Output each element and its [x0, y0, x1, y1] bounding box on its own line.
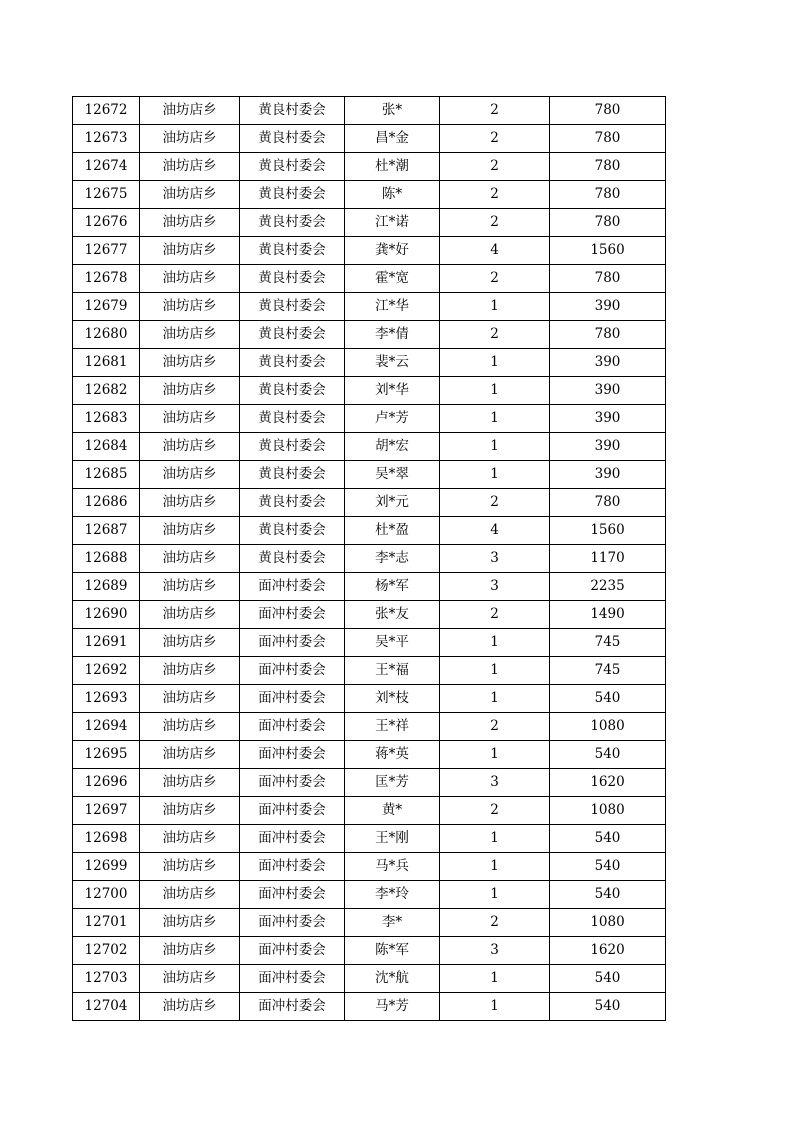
name-cell: 李*倩 [345, 321, 440, 349]
name-cell: 蒋*英 [345, 741, 440, 769]
table-row [73, 573, 666, 601]
amount-cell: 780 [550, 125, 666, 153]
count-cell: 1 [440, 377, 550, 405]
village-cell: 黄良村委会 [240, 349, 345, 377]
amount-cell: 1620 [550, 769, 666, 797]
name-cell: 杜*盈 [345, 517, 440, 545]
name-cell: 马*芳 [345, 993, 440, 1021]
name-cell: 刘*元 [345, 489, 440, 517]
village-cell: 面冲村委会 [240, 993, 345, 1021]
village-cell: 面冲村委会 [240, 853, 345, 881]
town-cell: 油坊店乡 [140, 685, 240, 713]
table-row [73, 461, 666, 489]
table-row [73, 601, 666, 629]
record-id-cell: 12693 [73, 685, 140, 713]
amount-cell: 1620 [550, 937, 666, 965]
count-cell: 1 [440, 433, 550, 461]
name-cell: 王*刚 [345, 825, 440, 853]
amount-cell: 390 [550, 377, 666, 405]
village-cell: 黄良村委会 [240, 153, 345, 181]
town-cell: 油坊店乡 [140, 573, 240, 601]
town-cell: 油坊店乡 [140, 853, 240, 881]
name-cell: 刘*枝 [345, 685, 440, 713]
table-row [73, 965, 666, 993]
town-cell: 油坊店乡 [140, 125, 240, 153]
count-cell: 2 [440, 601, 550, 629]
record-id-cell: 12685 [73, 461, 140, 489]
amount-cell: 540 [550, 741, 666, 769]
table-row [73, 181, 666, 209]
count-cell: 1 [440, 685, 550, 713]
town-cell: 油坊店乡 [140, 209, 240, 237]
village-cell: 面冲村委会 [240, 881, 345, 909]
table-row [73, 349, 666, 377]
village-cell: 黄良村委会 [240, 209, 345, 237]
town-cell: 油坊店乡 [140, 937, 240, 965]
count-cell: 2 [440, 265, 550, 293]
table-row [73, 237, 666, 265]
record-id-cell: 12702 [73, 937, 140, 965]
amount-cell: 540 [550, 965, 666, 993]
village-cell: 黄良村委会 [240, 433, 345, 461]
table-row [73, 545, 666, 573]
town-cell: 油坊店乡 [140, 993, 240, 1021]
name-cell: 吴*翠 [345, 461, 440, 489]
table-row [73, 993, 666, 1021]
count-cell: 1 [440, 657, 550, 685]
name-cell: 刘*华 [345, 377, 440, 405]
name-cell: 李* [345, 909, 440, 937]
amount-cell: 745 [550, 657, 666, 685]
record-id-cell: 12684 [73, 433, 140, 461]
count-cell: 1 [440, 881, 550, 909]
count-cell: 1 [440, 461, 550, 489]
amount-cell: 390 [550, 433, 666, 461]
count-cell: 1 [440, 629, 550, 657]
table-row [73, 741, 666, 769]
count-cell: 2 [440, 321, 550, 349]
count-cell: 2 [440, 489, 550, 517]
record-id-cell: 12703 [73, 965, 140, 993]
table-row [73, 489, 666, 517]
record-id-cell: 12687 [73, 517, 140, 545]
record-id-cell: 12700 [73, 881, 140, 909]
town-cell: 油坊店乡 [140, 741, 240, 769]
record-id-cell: 12688 [73, 545, 140, 573]
record-id-cell: 12695 [73, 741, 140, 769]
town-cell: 油坊店乡 [140, 321, 240, 349]
record-id-cell: 12699 [73, 853, 140, 881]
record-id-cell: 12697 [73, 797, 140, 825]
record-id-cell: 12704 [73, 993, 140, 1021]
count-cell: 2 [440, 909, 550, 937]
record-id-cell: 12698 [73, 825, 140, 853]
table-row [73, 937, 666, 965]
count-cell: 3 [440, 769, 550, 797]
count-cell: 2 [440, 181, 550, 209]
village-cell: 黄良村委会 [240, 405, 345, 433]
town-cell: 油坊店乡 [140, 797, 240, 825]
name-cell: 卢*芳 [345, 405, 440, 433]
town-cell: 油坊店乡 [140, 489, 240, 517]
town-cell: 油坊店乡 [140, 881, 240, 909]
town-cell: 油坊店乡 [140, 601, 240, 629]
amount-cell: 2235 [550, 573, 666, 601]
village-cell: 黄良村委会 [240, 489, 345, 517]
count-cell: 1 [440, 349, 550, 377]
village-cell: 面冲村委会 [240, 909, 345, 937]
count-cell: 3 [440, 937, 550, 965]
table-row [73, 377, 666, 405]
count-cell: 2 [440, 153, 550, 181]
amount-cell: 390 [550, 349, 666, 377]
amount-cell: 1080 [550, 797, 666, 825]
record-id-cell: 12676 [73, 209, 140, 237]
amount-cell: 540 [550, 993, 666, 1021]
town-cell: 油坊店乡 [140, 629, 240, 657]
amount-cell: 1490 [550, 601, 666, 629]
count-cell: 2 [440, 125, 550, 153]
name-cell: 胡*宏 [345, 433, 440, 461]
village-cell: 面冲村委会 [240, 797, 345, 825]
count-cell: 3 [440, 545, 550, 573]
name-cell: 江*诺 [345, 209, 440, 237]
amount-cell: 780 [550, 489, 666, 517]
name-cell: 杨*军 [345, 573, 440, 601]
town-cell: 油坊店乡 [140, 97, 240, 125]
count-cell: 1 [440, 825, 550, 853]
count-cell: 2 [440, 97, 550, 125]
record-id-cell: 12674 [73, 153, 140, 181]
name-cell: 马*兵 [345, 853, 440, 881]
town-cell: 油坊店乡 [140, 909, 240, 937]
village-cell: 黄良村委会 [240, 545, 345, 573]
record-id-cell: 12692 [73, 657, 140, 685]
town-cell: 油坊店乡 [140, 237, 240, 265]
table-row [73, 97, 666, 125]
village-cell: 黄良村委会 [240, 461, 345, 489]
name-cell: 龚*好 [345, 237, 440, 265]
village-cell: 黄良村委会 [240, 293, 345, 321]
name-cell: 吴*平 [345, 629, 440, 657]
amount-cell: 780 [550, 153, 666, 181]
village-cell: 黄良村委会 [240, 265, 345, 293]
name-cell: 张* [345, 97, 440, 125]
name-cell: 沈*航 [345, 965, 440, 993]
amount-cell: 540 [550, 853, 666, 881]
name-cell: 江*华 [345, 293, 440, 321]
record-id-cell: 12675 [73, 181, 140, 209]
records-table-body [73, 97, 666, 1021]
count-cell: 1 [440, 741, 550, 769]
town-cell: 油坊店乡 [140, 153, 240, 181]
record-id-cell: 12694 [73, 713, 140, 741]
name-cell: 陈*军 [345, 937, 440, 965]
amount-cell: 1080 [550, 713, 666, 741]
village-cell: 黄良村委会 [240, 517, 345, 545]
table-row [73, 209, 666, 237]
amount-cell: 540 [550, 825, 666, 853]
table-row [73, 293, 666, 321]
table-row [73, 629, 666, 657]
town-cell: 油坊店乡 [140, 181, 240, 209]
amount-cell: 390 [550, 293, 666, 321]
table-row [73, 265, 666, 293]
town-cell: 油坊店乡 [140, 377, 240, 405]
village-cell: 面冲村委会 [240, 825, 345, 853]
town-cell: 油坊店乡 [140, 293, 240, 321]
count-cell: 1 [440, 853, 550, 881]
table-row [73, 797, 666, 825]
town-cell: 油坊店乡 [140, 713, 240, 741]
table-row [73, 881, 666, 909]
amount-cell: 780 [550, 209, 666, 237]
count-cell: 3 [440, 573, 550, 601]
record-id-cell: 12673 [73, 125, 140, 153]
town-cell: 油坊店乡 [140, 769, 240, 797]
record-id-cell: 12682 [73, 377, 140, 405]
village-cell: 面冲村委会 [240, 965, 345, 993]
village-cell: 面冲村委会 [240, 741, 345, 769]
village-cell: 面冲村委会 [240, 937, 345, 965]
amount-cell: 1560 [550, 517, 666, 545]
amount-cell: 540 [550, 881, 666, 909]
count-cell: 4 [440, 237, 550, 265]
record-id-cell: 12689 [73, 573, 140, 601]
amount-cell: 390 [550, 461, 666, 489]
name-cell: 王*祥 [345, 713, 440, 741]
record-id-cell: 12701 [73, 909, 140, 937]
table-row [73, 405, 666, 433]
count-cell: 2 [440, 797, 550, 825]
record-id-cell: 12680 [73, 321, 140, 349]
town-cell: 油坊店乡 [140, 349, 240, 377]
table-row [73, 909, 666, 937]
record-id-cell: 12679 [73, 293, 140, 321]
table-row [73, 769, 666, 797]
table-row [73, 433, 666, 461]
table-row [73, 853, 666, 881]
amount-cell: 780 [550, 181, 666, 209]
village-cell: 面冲村委会 [240, 601, 345, 629]
amount-cell: 390 [550, 405, 666, 433]
village-cell: 黄良村委会 [240, 237, 345, 265]
table-row [73, 685, 666, 713]
village-cell: 面冲村委会 [240, 657, 345, 685]
name-cell: 王*福 [345, 657, 440, 685]
records-table [72, 96, 666, 1021]
amount-cell: 540 [550, 685, 666, 713]
count-cell: 1 [440, 965, 550, 993]
record-id-cell: 12681 [73, 349, 140, 377]
amount-cell: 780 [550, 97, 666, 125]
village-cell: 黄良村委会 [240, 97, 345, 125]
record-id-cell: 12678 [73, 265, 140, 293]
amount-cell: 780 [550, 321, 666, 349]
record-id-cell: 12686 [73, 489, 140, 517]
amount-cell: 1560 [550, 237, 666, 265]
town-cell: 油坊店乡 [140, 965, 240, 993]
record-id-cell: 12696 [73, 769, 140, 797]
village-cell: 黄良村委会 [240, 321, 345, 349]
table-row [73, 517, 666, 545]
town-cell: 油坊店乡 [140, 433, 240, 461]
table-row [73, 657, 666, 685]
table-row [73, 321, 666, 349]
count-cell: 1 [440, 405, 550, 433]
count-cell: 1 [440, 293, 550, 321]
name-cell: 匡*芳 [345, 769, 440, 797]
village-cell: 面冲村委会 [240, 629, 345, 657]
town-cell: 油坊店乡 [140, 545, 240, 573]
amount-cell: 780 [550, 265, 666, 293]
town-cell: 油坊店乡 [140, 517, 240, 545]
count-cell: 2 [440, 713, 550, 741]
record-id-cell: 12677 [73, 237, 140, 265]
name-cell: 陈* [345, 181, 440, 209]
amount-cell: 1080 [550, 909, 666, 937]
name-cell: 杜*潮 [345, 153, 440, 181]
amount-cell: 745 [550, 629, 666, 657]
record-id-cell: 12691 [73, 629, 140, 657]
village-cell: 面冲村委会 [240, 685, 345, 713]
count-cell: 1 [440, 993, 550, 1021]
village-cell: 面冲村委会 [240, 713, 345, 741]
village-cell: 面冲村委会 [240, 573, 345, 601]
table-row [73, 153, 666, 181]
name-cell: 霍*宽 [345, 265, 440, 293]
table-row [73, 125, 666, 153]
town-cell: 油坊店乡 [140, 265, 240, 293]
table-row [73, 825, 666, 853]
count-cell: 4 [440, 517, 550, 545]
name-cell: 张*友 [345, 601, 440, 629]
town-cell: 油坊店乡 [140, 825, 240, 853]
town-cell: 油坊店乡 [140, 461, 240, 489]
town-cell: 油坊店乡 [140, 657, 240, 685]
name-cell: 裴*云 [345, 349, 440, 377]
name-cell: 李*志 [345, 545, 440, 573]
count-cell: 2 [440, 209, 550, 237]
name-cell: 昌*金 [345, 125, 440, 153]
village-cell: 黄良村委会 [240, 181, 345, 209]
village-cell: 黄良村委会 [240, 377, 345, 405]
name-cell: 黄* [345, 797, 440, 825]
record-id-cell: 12690 [73, 601, 140, 629]
record-id-cell: 12683 [73, 405, 140, 433]
record-id-cell: 12672 [73, 97, 140, 125]
table-row [73, 713, 666, 741]
village-cell: 面冲村委会 [240, 769, 345, 797]
amount-cell: 1170 [550, 545, 666, 573]
name-cell: 李*玲 [345, 881, 440, 909]
village-cell: 黄良村委会 [240, 125, 345, 153]
town-cell: 油坊店乡 [140, 405, 240, 433]
